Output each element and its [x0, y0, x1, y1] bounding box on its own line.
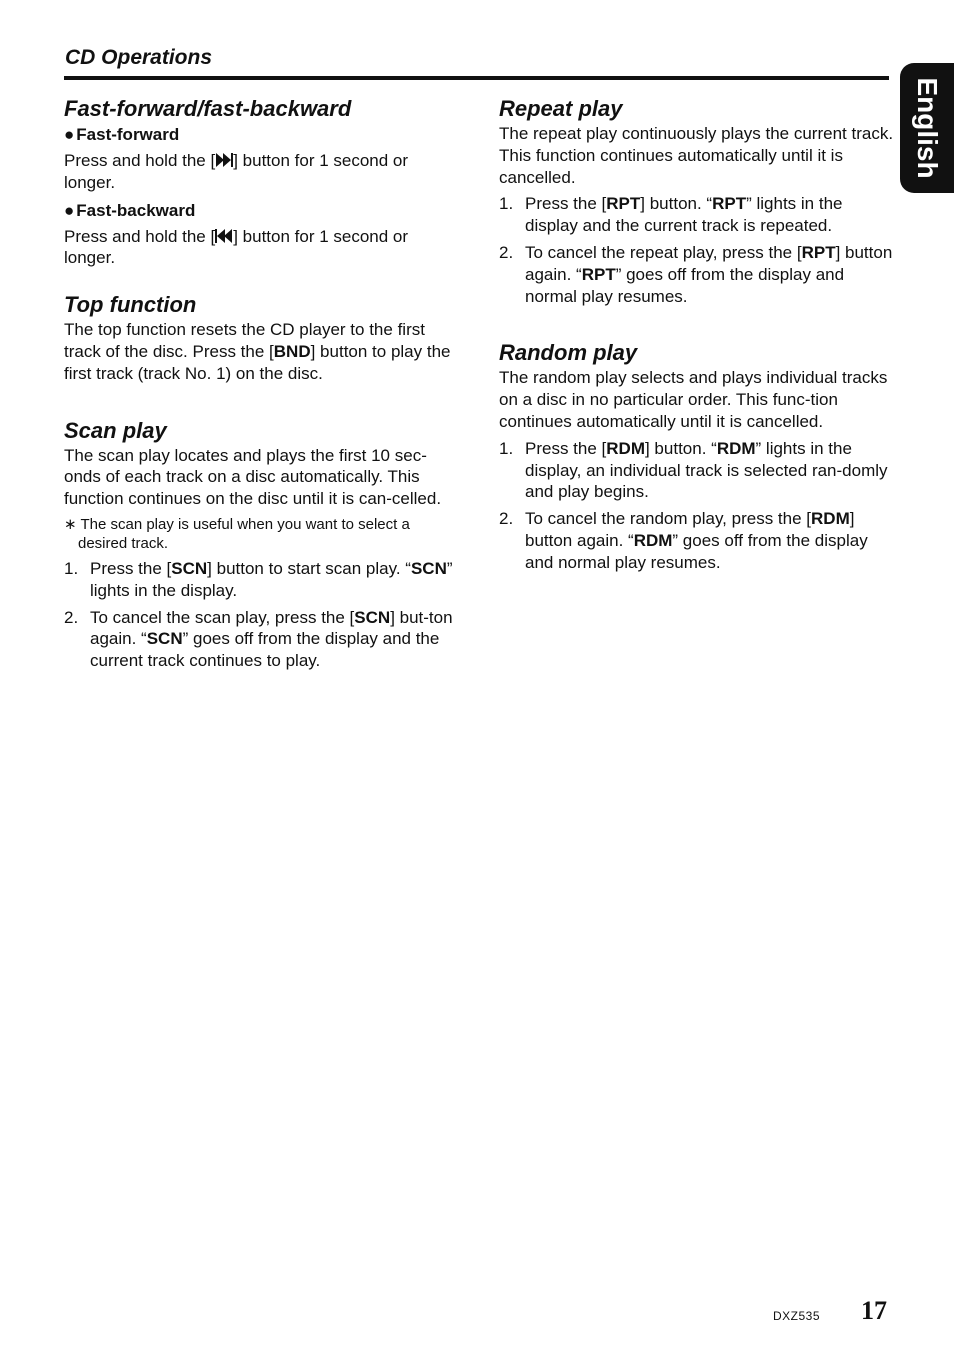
fast-forward-text: Press and hold the [ ] button for 1 second or longer. — [64, 151, 409, 192]
list-item: 1. Press the [RDM] button. “RDM” lights in the display, an individual track is selected ran-domly and play begins. — [499, 438, 888, 502]
scan-play-note: ∗ The scan play is useful when you want to select a desired track. — [64, 515, 410, 552]
list-item: 2. To cancel the repeat play, press the [RPT] button again. “RPT” goes off from the display and normal play resumes. — [499, 242, 893, 306]
top-function-heading: Top function — [64, 292, 197, 318]
random-play-steps — [499, 438, 894, 574]
language-tab-label: English — [912, 77, 943, 179]
fast-backward-icon — [215, 228, 233, 244]
section-header: CD Operations — [65, 46, 213, 69]
scan-play-text: The scan play locates and plays the first 10 sec-onds of each track on a disc automatically. This function continues on the disc until it is can-celled. — [64, 445, 442, 509]
header-rule — [64, 76, 889, 80]
fast-forward-icon — [215, 152, 233, 168]
model-number: DXZ535 — [773, 1309, 821, 1323]
list-item: 1. Press the [SCN] button to start scan play. “SCN” lights in the display. — [64, 558, 453, 600]
page-number: 17 — [861, 1296, 887, 1325]
scan-play-heading: Scan play — [64, 417, 167, 443]
right-column — [499, 95, 894, 574]
fast-forward-backward-heading: Fast-forward/fast-backward — [64, 96, 352, 121]
list-item: 1. Press the [RPT] button. “RPT” lights in the display and the current track is repeated. — [499, 194, 843, 236]
scan-play-steps — [64, 558, 459, 672]
random-play-heading: Random play — [499, 340, 638, 366]
repeat-play-steps — [499, 193, 894, 307]
list-item: 2. To cancel the random play, press the [RDM] button again. “RDM” goes off from the display and normal play resumes. — [499, 509, 868, 572]
repeat-play-text: The repeat play continuously plays the current track. This function continues automatically until it is cancelled. — [499, 124, 894, 187]
bullet-icon: ● — [64, 125, 75, 144]
fast-backward-text: Press and hold the [ ] button for 1 second or longer. — [64, 226, 409, 268]
top-function-text: The top function resets the CD player to the first track of the disc. Press the [BND] button to play the first track (track No. 1) on the disc. — [64, 320, 451, 383]
language-tab — [900, 63, 954, 193]
fast-backward-subheading: ● Fast-backward — [64, 200, 196, 220]
list-item: 2. To cancel the scan play, press the [SCN] but-ton again. “SCN” goes off from the display and the current track continues to play. — [64, 607, 453, 671]
random-play-text: The random play selects and plays individual tracks on a disc in no particular order. This func-tion continues automatically until it is cancelled. — [499, 368, 888, 431]
left-column — [64, 95, 459, 672]
repeat-play-heading: Repeat play — [499, 96, 623, 121]
fast-forward-subheading: ● Fast-forward — [64, 125, 180, 144]
bullet-icon: ● — [64, 200, 75, 220]
